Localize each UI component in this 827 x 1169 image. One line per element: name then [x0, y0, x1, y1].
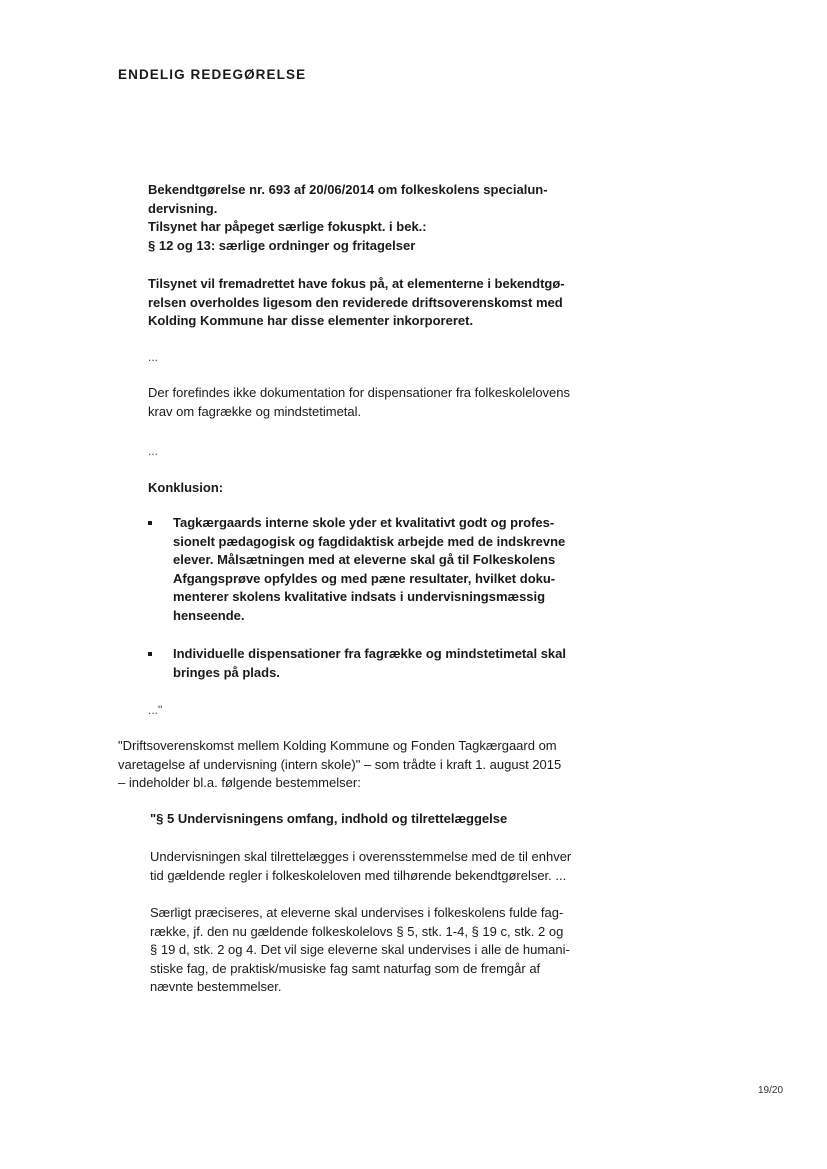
closing-ellipsis: ..." — [148, 703, 163, 717]
text-line: bringes på plads. — [173, 664, 280, 680]
text-line: stiske fag, de praktisk/musiske fag samt naturfag som de fremgår af — [150, 960, 541, 976]
text-line: Tagkærgaards interne skole yder et kvalitativt godt og profes- — [173, 515, 555, 530]
text-line: sionelt pædagogisk og fagdidaktisk arbejde med de indskrevne — [173, 533, 566, 549]
document-header: ENDELIG REDEGØRELSE — [118, 67, 307, 82]
conclusion-bullet-list — [148, 514, 588, 626]
text-line: Bekendtgørelse nr. 693 af 20/06/2014 om folkeskolens specialun- — [148, 182, 548, 197]
text-line: Individuelle dispensationer fra fagrække og mindstetimetal skal — [173, 646, 567, 661]
text-line: Undervisningen skal tilrettelægges i overensstemmelse med de til enhver — [150, 849, 572, 864]
text-line: nævnte bestemmelser. — [150, 979, 282, 995]
conclusion-bullet-list — [148, 645, 588, 682]
bekendtgoerelse-block — [148, 181, 598, 255]
text-line: række, jf. den nu gældende folkeskolelovs § 5, stk. 1-4, § 19 c, stk. 2 og — [150, 923, 564, 939]
text-line: tid gældende regler i folkeskoleloven med tilhørende bekendtgørelser. ... — [150, 867, 567, 883]
bullet-icon — [148, 521, 152, 525]
text-line: § 19 d, stk. 2 og 4. Det vil sige eleverne skal undervises i alle de humani- — [150, 942, 570, 958]
list-item — [148, 645, 588, 682]
list-item — [148, 514, 588, 626]
text-line: elever. Målsætningen med at eleverne skal gå til Folkeskolens — [173, 552, 556, 568]
text-line: Tilsynet har påpeget særlige fokuspkt. i bek.: — [148, 219, 427, 235]
intro-paragraph — [118, 737, 588, 793]
ellipsis: ... — [148, 444, 159, 458]
text-line: – indeholder bl.a. følgende bestemmelser: — [118, 775, 361, 791]
text-line: krav om fagrække og mindstetimetal. — [148, 403, 362, 419]
bullet-icon — [148, 652, 152, 656]
text-line: menterer skolens kvalitative indsats i undervisningsmæssig — [173, 589, 546, 605]
text-line: Kolding Kommune har disse elementer inkorporeret. — [148, 313, 474, 329]
text-line: Afgangsprøve opfyldes og med pæne resultater, hvilket doku- — [173, 570, 556, 586]
focus-paragraph — [148, 275, 598, 331]
text-line: Særligt præciseres, at eleverne skal undervises i folkeskolens fulde fag- — [150, 905, 564, 920]
text-line: relsen overholdes ligesom den reviderede driftsoverenskomst med — [148, 294, 563, 310]
text-line: dervisning. — [148, 200, 218, 216]
text-line: varetagelse af undervisning (intern skole)" – som trådte i kraft 1. august 2015 — [118, 756, 562, 772]
documentation-paragraph — [148, 384, 608, 421]
text-line: Tilsynet vil fremadrettet have fokus på, at elementerne i bekendtgø- — [148, 276, 565, 291]
conclusion-heading: Konklusion: — [148, 480, 224, 495]
ellipsis: ... — [148, 350, 159, 364]
text-line: "Driftsoverenskomst mellem Kolding Kommune og Fonden Tagkærgaard om — [118, 738, 557, 753]
section-paragraph-2 — [150, 904, 590, 997]
text-line: Der forefindes ikke dokumentation for dispensationer fra folkeskolelovens — [148, 385, 571, 400]
text-line: henseende. — [173, 607, 245, 623]
section-paragraph-1 — [150, 848, 590, 885]
text-line: § 12 og 13: særlige ordninger og fritagelser — [148, 237, 416, 253]
section-heading: "§ 5 Undervisningens omfang, indhold og tilrettelæggelse — [150, 811, 508, 826]
page-number: 19/20 — [758, 1085, 784, 1096]
